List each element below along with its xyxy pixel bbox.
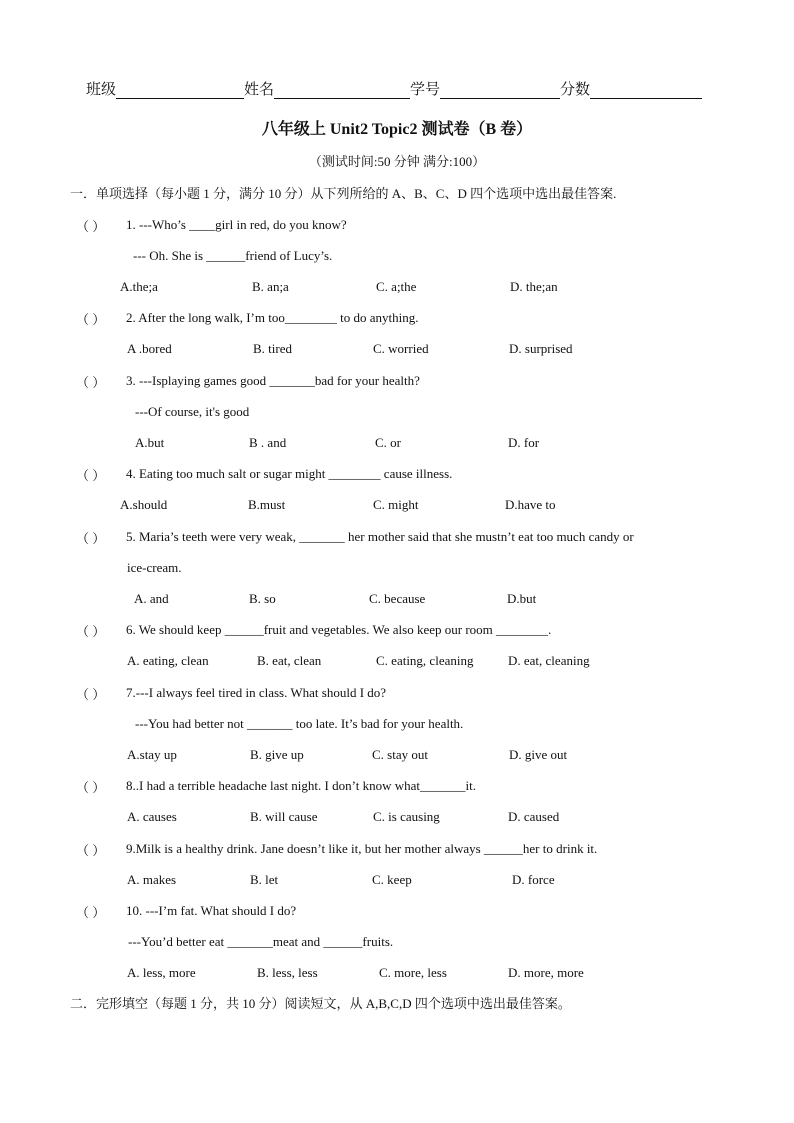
question-text: --- Oh. She is ______friend of Lucy’s. — [133, 248, 333, 263]
option-b[interactable]: B. eat, clean — [257, 653, 322, 668]
option-a[interactable]: A.but — [135, 435, 165, 450]
answer-blank[interactable]: （ ） — [76, 375, 106, 390]
answer-blank[interactable]: （ ） — [76, 468, 106, 483]
option-d[interactable]: D. give out — [509, 747, 568, 762]
question-text: 8..I had a terrible headache last night. I don’t know what_______it. — [126, 778, 476, 793]
answer-blank[interactable]: （ ） — [76, 905, 106, 920]
question-text: 3. ---Isplaying games good _______bad for your health? — [126, 373, 420, 388]
question-text: 9.Milk is a healthy drink. Jane doesn’t like it, but her mother always ______her to drink it. — [126, 841, 598, 856]
option-b[interactable]: B. so — [249, 591, 276, 606]
page-title: 八年级上 Unit2 Topic2 测试卷（B 卷） — [261, 121, 533, 138]
option-a[interactable]: A. less, more — [127, 965, 196, 980]
section2-heading: 二．完形填空（每题 1 分，共 10 分）阅读短文，从 A,B,C,D 四个选项中选出最佳答案。 — [70, 996, 571, 1011]
option-c[interactable]: C. more, less — [379, 965, 447, 980]
question-text: 7.---I always feel tired in class. What should I do? — [126, 685, 387, 700]
option-c[interactable]: C. might — [373, 497, 419, 512]
option-c[interactable]: C. a;the — [376, 279, 417, 294]
score-label: 分数 — [560, 82, 591, 98]
option-c[interactable]: C. or — [375, 435, 401, 450]
option-a[interactable]: A.the;a — [120, 279, 158, 294]
option-c[interactable]: C. stay out — [372, 747, 428, 762]
question-text: ---You had better not _______ too late. It’s bad for your health. — [135, 716, 464, 731]
option-c[interactable]: C. keep — [372, 872, 412, 887]
class-field[interactable] — [116, 82, 244, 99]
option-b[interactable]: B . and — [249, 435, 287, 450]
answer-blank[interactable]: （ ） — [76, 624, 106, 639]
option-b[interactable]: B.must — [248, 497, 286, 512]
option-d[interactable]: D. for — [508, 435, 540, 450]
option-b[interactable]: B. will cause — [250, 809, 318, 824]
option-a[interactable]: A. eating, clean — [127, 653, 209, 668]
option-c[interactable]: C. because — [369, 591, 426, 606]
section1-heading: 一．单项选择（每小题 1 分，满分 10 分）从下列所给的 A、B、C、D 四个选项中选出最佳答案. — [70, 186, 617, 201]
student-info-header — [86, 78, 702, 99]
option-b[interactable]: B. an;a — [252, 279, 289, 294]
question-text: 6. We should keep ______fruit and vegetables. We also keep our room ________. — [126, 622, 552, 637]
option-d[interactable]: D. force — [512, 872, 555, 887]
option-d[interactable]: D. the;an — [510, 279, 558, 294]
answer-blank[interactable]: （ ） — [76, 531, 106, 546]
option-a[interactable]: A. and — [134, 591, 169, 606]
option-d[interactable]: D.but — [507, 591, 537, 606]
option-c[interactable]: C. is causing — [373, 809, 440, 824]
option-b[interactable]: B. less, less — [257, 965, 318, 980]
question-text: 4. Eating too much salt or sugar might ________ cause illness. — [126, 466, 453, 481]
name-label: 姓名 — [244, 82, 275, 98]
option-c[interactable]: C. eating, cleaning — [376, 653, 474, 668]
class-label: 班级 — [86, 82, 117, 98]
answer-blank[interactable]: （ ） — [76, 780, 106, 795]
name-field[interactable] — [274, 82, 410, 99]
question-text: 10. ---I’m fat. What should I do? — [126, 903, 297, 918]
answer-blank[interactable]: （ ） — [76, 219, 106, 234]
option-d[interactable]: D. surprised — [509, 341, 573, 356]
id-field[interactable] — [440, 82, 560, 99]
question-text: 5. Maria’s teeth were very weak, _______ her mother said that she mustn’t eat too much candy or — [126, 529, 634, 544]
option-b[interactable]: B. let — [250, 872, 279, 887]
option-b[interactable]: B. give up — [250, 747, 304, 762]
option-c[interactable]: C. worried — [373, 341, 429, 356]
option-b[interactable]: B. tired — [253, 341, 292, 356]
answer-blank[interactable]: （ ） — [76, 312, 106, 327]
id-label: 学号 — [410, 82, 441, 98]
option-a[interactable]: A. makes — [127, 872, 177, 887]
score-field[interactable] — [590, 82, 702, 99]
answer-blank[interactable]: （ ） — [76, 843, 106, 858]
question-text: 2. After the long walk, I’m too________ to do anything. — [126, 310, 419, 325]
page-subtitle: （测试时间:50 分钟 满分:100） — [308, 154, 486, 169]
question-text: ---Of course, it's good — [135, 404, 250, 419]
option-d[interactable]: D. more, more — [508, 965, 584, 980]
option-d[interactable]: D. eat, cleaning — [508, 653, 590, 668]
option-d[interactable]: D.have to — [505, 497, 556, 512]
answer-blank[interactable]: （ ） — [76, 687, 106, 702]
question-text: ice-cream. — [127, 560, 182, 575]
question-text: 1. ---Who’s ____girl in red, do you know? — [126, 217, 347, 232]
option-a[interactable]: A. causes — [127, 809, 177, 824]
option-a[interactable]: A.should — [120, 497, 168, 512]
question-text: ---You’d better eat _______meat and ______fruits. — [128, 934, 394, 949]
option-d[interactable]: D. caused — [508, 809, 560, 824]
option-a[interactable]: A .bored — [127, 341, 172, 356]
option-a[interactable]: A.stay up — [127, 747, 177, 762]
